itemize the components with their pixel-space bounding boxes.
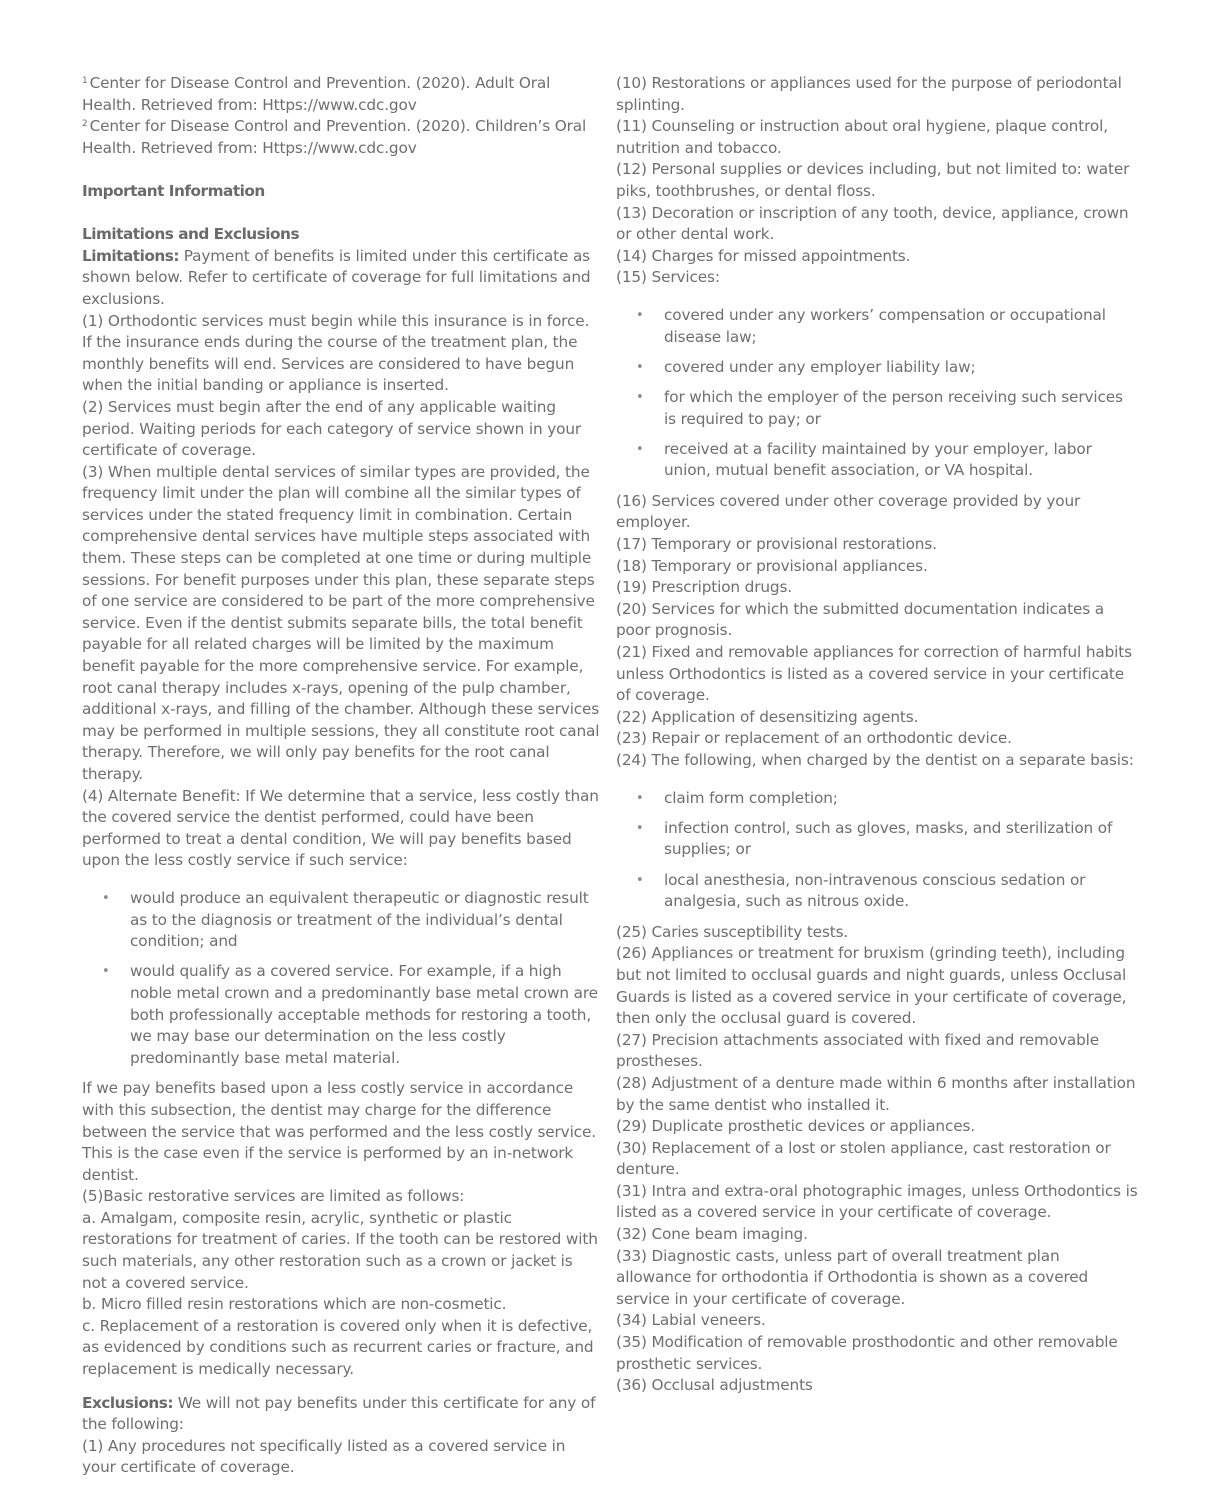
exclusions-intro bbox=[82, 1393, 600, 1436]
exclusion-item-14: (14) Charges for missed appointments. bbox=[616, 246, 911, 265]
exclusion-item-27: (27) Precision attachments associated with fixed and removable prostheses. bbox=[616, 1030, 1100, 1071]
exclusion-item-17: (17) Temporary or provisional restorations. bbox=[616, 535, 937, 554]
exclusion-item-22: (22) Application of desensitizing agents. bbox=[616, 707, 919, 726]
exclusion-item-21: (21) Fixed and removable appliances for correction of harmful habits unless Orthodontics is listed as a covered service in your certificate of coverage. bbox=[616, 643, 1132, 705]
exclusion-item-29: (29) Duplicate prosthetic devices or appliances. bbox=[616, 1117, 976, 1136]
exclusions-intro-text: We will not pay benefits under this certificate for any of the following: bbox=[82, 1393, 596, 1434]
list-item: • covered under any workers’ compensation or occupational disease law; bbox=[664, 305, 1138, 348]
limitations-intro bbox=[82, 246, 600, 311]
limitation-item-5a: a. Amalgam, composite resin, acrylic, synthetic or plastic restorations for treatment of caries. If the tooth can be restored with such materials, any other restoration such as a crown or jacket is not a covered service. bbox=[82, 1208, 598, 1292]
exclusion-item-31: (31) Intra and extra-oral photographic images, unless Orthodontics is listed as a covered service in your certificate of coverage. bbox=[616, 1181, 1138, 1222]
exclusion-item-18: (18) Temporary or provisional appliances. bbox=[616, 556, 928, 575]
alternate-benefit-note: If we pay benefits based upon a less costly service in accordance with this subsection, the dentist may charge for the difference between the service that was performed and the less costly service. This is the case even if the service is performed by an in-network dentist. bbox=[82, 1079, 596, 1184]
alternate-benefit-list bbox=[82, 888, 600, 1069]
list-item: • local anesthesia, non-intravenous conscious sedation or analgesia, such as nitrous oxide. bbox=[664, 870, 1138, 913]
exclusion-item-33: (33) Diagnostic casts, unless part of overall treatment plan allowance for orthodontia if Orthodontia is shown as a covered service in your certificate of coverage. bbox=[616, 1246, 1089, 1308]
separate-charges-list bbox=[616, 788, 1138, 913]
limitation-item-1: (1) Orthodontic services must begin while this insurance is in force. If the insurance ends during the course of the treatment plan, the monthly benefits will end. Services are considered to have begun when the initial banding or appliance is inserted. bbox=[82, 311, 590, 395]
limitation-item-3: (3) When multiple dental services of similar types are provided, the frequency limit under the plan will combine all the similar types of services under the stated frequency limit in combination. Certain comprehensive dental services have multiple steps associated with them. These steps can be completed at one time or during multiple sessions. For benefit purposes under this plan, these separate steps of one service are considered to be part of the more comprehensive service. Even if the dentist submits separate bills, the total benefit payable for all related charges will be limited by the maximum benefit payable for the more comprehensive service. For example, root canal therapy includes x-rays, opening of the pulp chamber, additional x-rays, and filling of the chamber. Although these services may be performed in multiple sessions, they all constitute root canal therapy. Therefore, we will only pay benefits for the root canal therapy. bbox=[82, 462, 600, 783]
footnote-2-marker: 2 bbox=[82, 119, 88, 130]
exclusion-item-16: (16) Services covered under other coverage provided by your employer. bbox=[616, 491, 1081, 532]
exclusion-item-12: (12) Personal supplies or devices including, but not limited to: water piks, toothbrushes, or dental floss. bbox=[616, 160, 1130, 200]
footnote-1 bbox=[82, 73, 600, 116]
exclusion-item-20: (20) Services for which the submitted documentation indicates a poor prognosis. bbox=[616, 599, 1104, 640]
footnote-2 bbox=[82, 116, 600, 159]
exclusion-item-13: (13) Decoration or inscription of any tooth, device, appliance, crown or other dental work. bbox=[616, 203, 1129, 244]
left-column bbox=[82, 73, 600, 1479]
list-item: • would produce an equivalent therapeutic or diagnostic result as to the diagnosis or treatment of the individual’s dental condition; and bbox=[130, 888, 600, 953]
list-item: • would qualify as a covered service. For example, if a high noble metal crown and a predominantly base metal crown are both professionally acceptable methods for restoring a tooth, we may base our determination on the less costly predominantly base metal material. bbox=[130, 961, 600, 1069]
list-item: • received at a facility maintained by your employer, labor union, mutual benefit association, or VA hospital. bbox=[664, 439, 1138, 482]
exclusion-item-30: (30) Replacement of a lost or stolen appliance, cast restoration or denture. bbox=[616, 1138, 1111, 1179]
exclusion-item-15: (15) Services: bbox=[616, 268, 720, 287]
exclusion-item-23: (23) Repair or replacement of an orthodontic device. bbox=[616, 729, 1012, 748]
exclusion-item-32: (32) Cone beam imaging. bbox=[616, 1225, 808, 1244]
limitation-item-4: (4) Alternate Benefit: If We determine that a service, less costly than the covered service the dentist performed, could have been performed to treat a dental condition, We will pay benefits based upon the less costly service if such service: bbox=[82, 786, 599, 870]
limitations-exclusions-heading: Limitations and Exclusions bbox=[82, 225, 300, 244]
exclusions-label: Exclusions: bbox=[82, 1393, 173, 1412]
exclusion-item-11: (11) Counseling or instruction about oral hygiene, plaque control, nutrition and tobacco. bbox=[616, 117, 1108, 157]
exclusion-item-10: (10) Restorations or appliances used for the purpose of periodontal splinting. bbox=[616, 74, 1122, 114]
important-information-heading: Important Information bbox=[82, 181, 265, 200]
limitations-label: Limitations: bbox=[82, 246, 179, 265]
exclusion-item-34: (34) Labial veneers. bbox=[616, 1311, 766, 1330]
limitation-item-5: (5)Basic restorative services are limited as follows: bbox=[82, 1187, 465, 1206]
footnote-2-text: Center for Disease Control and Prevention. (2020). Children’s Oral Health. Retrieved from: Https://www.cdc.gov bbox=[82, 117, 587, 157]
list-item: • for which the employer of the person receiving such services is required to pay; or bbox=[664, 387, 1138, 430]
exclusion-item-28: (28) Adjustment of a denture made within 6 months after installation by the same dentist who installed it. bbox=[616, 1073, 1136, 1114]
limitation-item-5c: c. Replacement of a restoration is covered only when it is defective, as evidenced by conditions such as recurrent caries or fracture, and replacement is medically necessary. bbox=[82, 1316, 594, 1379]
exclusion-item-1: (1) Any procedures not specifically listed as a covered service in your certificate of coverage. bbox=[82, 1436, 566, 1477]
exclusion-item-36: (36) Occlusal adjustments bbox=[616, 1376, 813, 1395]
footnote-1-text: Center for Disease Control and Prevention. (2020). Adult Oral Health. Retrieved from: Https://www.cdc.gov bbox=[82, 74, 551, 114]
exclusion-item-19: (19) Prescription drugs. bbox=[616, 578, 793, 597]
list-item: • infection control, such as gloves, masks, and sterilization of supplies; or bbox=[664, 818, 1138, 861]
list-item: • claim form completion; bbox=[664, 788, 1138, 810]
right-column bbox=[616, 73, 1138, 1397]
services-list bbox=[616, 305, 1138, 482]
footnote-1-marker: 1 bbox=[82, 76, 88, 86]
limitations-intro-text: Payment of benefits is limited under this certificate as shown below. Refer to certificate of coverage for full limitations and exclusions. bbox=[82, 246, 591, 308]
list-item: • covered under any employer liability law; bbox=[664, 357, 1138, 379]
exclusion-item-25: (25) Caries susceptibility tests. bbox=[616, 922, 849, 941]
exclusion-item-24: (24) The following, when charged by the dentist on a separate basis: bbox=[616, 751, 1134, 769]
exclusion-item-26: (26) Appliances or treatment for bruxism (grinding teeth), including but not limited to occlusal guards and night guards, unless Occlusal Guards is listed as a covered service in your certificate of coverage, then only the occlusal guard is covered. bbox=[616, 944, 1127, 1028]
limitation-item-5b: b. Micro filled resin restorations which are non-cosmetic. bbox=[82, 1295, 507, 1314]
limitation-item-2: (2) Services must begin after the end of any applicable waiting period. Waiting periods for each category of service shown in your certificate of coverage. bbox=[82, 397, 582, 460]
exclusion-item-35: (35) Modification of removable prosthodontic and other removable prosthetic services. bbox=[616, 1333, 1118, 1373]
